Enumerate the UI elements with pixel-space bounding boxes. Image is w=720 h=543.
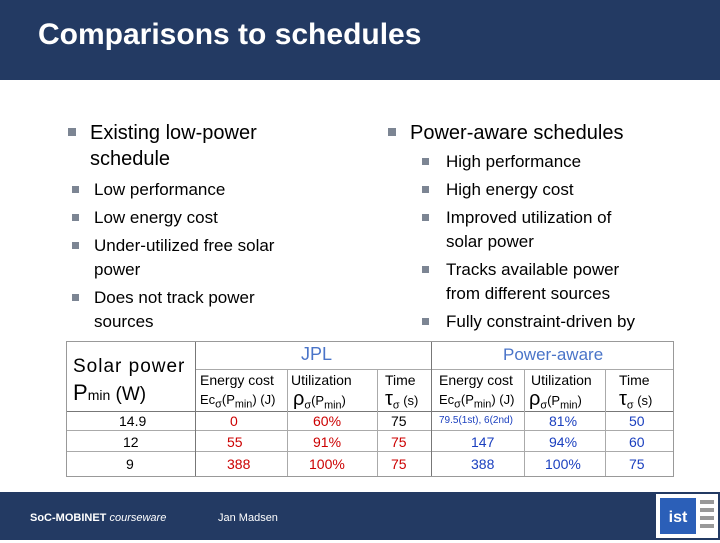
table-cell: 55 [227, 434, 243, 450]
table-cell: 9 [126, 456, 134, 472]
pa-tau-formula: $\tau_\sigma$ (s) [619, 388, 653, 412]
jpl-energy-header: Energy cost [200, 372, 274, 388]
left-heading-line1: Existing low-power [90, 122, 257, 144]
table-cell: 81% [549, 413, 578, 429]
table-cell: 100% [545, 456, 581, 472]
left-item-text: Does not track power [94, 288, 255, 307]
left-item-text: Low energy cost [94, 208, 218, 227]
jpl-ec-formula: $Ec_\sigma(P_{min})$ (J) [200, 392, 276, 411]
right-item-text: Improved utilization of [446, 208, 612, 227]
power-aware-label: Power-aware [503, 345, 604, 364]
right-item [380, 310, 700, 334]
slide-title: Comparisons to schedules [38, 18, 422, 51]
table-cell: 100% [309, 456, 345, 472]
left-heading-line2: schedule [90, 148, 171, 170]
table-cell: 14.9 [119, 413, 147, 429]
footer-bar [0, 492, 720, 540]
right-item-text: solar power [446, 232, 534, 251]
left-item [60, 286, 360, 334]
left-item-text: power [94, 260, 141, 279]
right-item-text: from different sources [446, 284, 611, 303]
jpl-time-header: Time [385, 372, 416, 388]
comparison-table [66, 341, 674, 477]
bullet-square-icon [422, 186, 429, 193]
table-cell: 94% [549, 434, 578, 450]
table-cell: 60 [629, 434, 645, 450]
left-item [60, 234, 360, 282]
bullet-square-icon [422, 214, 429, 221]
left-column [60, 120, 360, 334]
jpl-tau-formula: $\tau_\sigma$ (s) [385, 388, 419, 412]
pa-util-header: Utilization [531, 372, 592, 388]
table-cell: 147 [471, 434, 495, 450]
right-heading-text: Power-aware schedules [410, 122, 624, 144]
table-cell: 50 [629, 413, 645, 429]
right-item-text: High energy cost [446, 180, 574, 199]
right-item [380, 258, 700, 306]
bullet-square-icon [422, 158, 429, 165]
right-column [380, 120, 700, 334]
table-cell: 75 [391, 413, 407, 429]
ist-logo [655, 493, 719, 539]
pa-energy-header: Energy cost [439, 372, 513, 388]
jpl-label: JPL [301, 344, 333, 364]
bullet-square-icon [68, 128, 76, 136]
right-item [380, 150, 700, 174]
title-bar [0, 0, 720, 80]
right-heading [380, 120, 700, 146]
footer-author: Jan Madsen [218, 512, 278, 524]
left-item [60, 178, 360, 202]
right-item-text: Tracks available power [446, 260, 620, 279]
left-heading [60, 120, 360, 172]
right-item-text: Fully constraint-driven by [446, 312, 635, 331]
bullet-square-icon [72, 242, 79, 249]
right-item-text: High performance [446, 152, 582, 171]
table-cell: 79.5(1st), 6(2nd) [439, 415, 513, 426]
bullet-square-icon [422, 266, 429, 273]
table-cell: 75 [391, 456, 407, 472]
table-cell: 75 [629, 456, 645, 472]
pmin-header: Pmin (W) [73, 380, 147, 405]
table-cell: 12 [123, 434, 139, 450]
left-item [60, 206, 360, 230]
table-cell: 75 [391, 434, 407, 450]
left-item-text: Under-utilized free solar [94, 236, 275, 255]
table-cell: 388 [227, 456, 251, 472]
ist-logo-icon [656, 494, 718, 538]
table-cell: 91% [313, 434, 342, 450]
svg-text:ist: ist [668, 509, 688, 526]
bullet-square-icon [72, 186, 79, 193]
left-item-text: sources [94, 312, 154, 331]
pa-time-header: Time [619, 372, 650, 388]
bullet-square-icon [72, 214, 79, 221]
bullet-square-icon [388, 128, 396, 136]
table-cell: 388 [471, 456, 495, 472]
bullet-square-icon [422, 318, 429, 325]
table-cell: 60% [313, 413, 342, 429]
bullet-square-icon [72, 294, 79, 301]
left-item-text: Low performance [94, 180, 226, 199]
solar-power-header: Solar power [73, 356, 186, 377]
pa-ec-formula: $Ec_\sigma(P_{min})$ (J) [439, 392, 515, 411]
jpl-rho-formula: $\rho_\sigma(P_{min})$ [293, 388, 346, 412]
right-item [380, 178, 700, 202]
footer-course: SoC-MOBINET courseware [30, 512, 167, 524]
table-cell: 0 [230, 413, 238, 429]
pa-rho-formula: $\rho_\sigma(P_{min})$ [529, 388, 582, 412]
jpl-util-header: Utilization [291, 372, 352, 388]
right-item [380, 206, 700, 254]
